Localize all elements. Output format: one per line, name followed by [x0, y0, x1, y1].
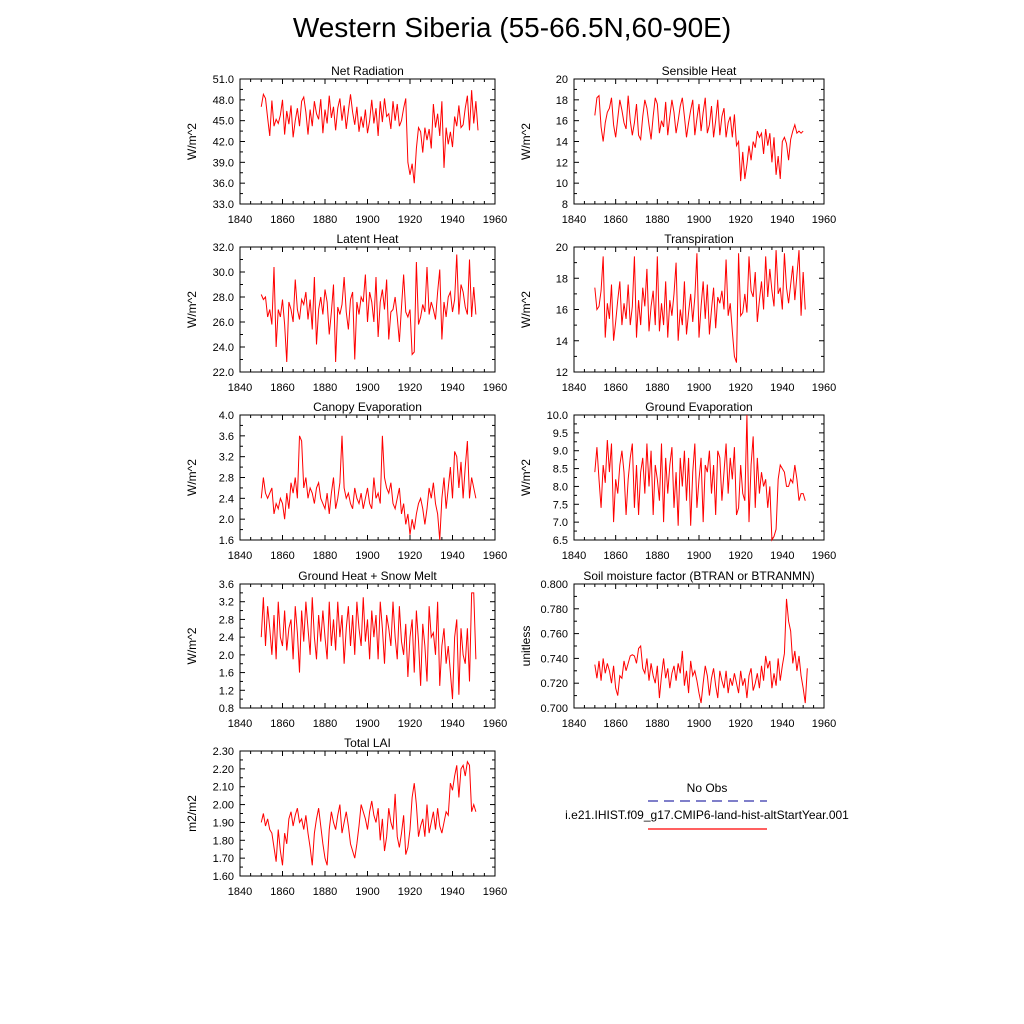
y-tick-label: 2.10: [212, 781, 234, 794]
y-tick-label: 18: [555, 273, 568, 286]
y-tick-label: 20: [555, 74, 568, 86]
legend-obs-label: No Obs: [686, 781, 728, 795]
x-tick-label: 1860: [603, 382, 628, 394]
y-tick-label: 8.0: [552, 481, 568, 494]
y-tick-label: 28.0: [212, 292, 234, 304]
y-tick-label: 1.90: [212, 817, 234, 830]
y-tick-label: 3.2: [218, 596, 234, 609]
x-tick-label: 1960: [482, 214, 508, 226]
series-line: [595, 599, 808, 703]
x-tick-label: 1880: [645, 718, 670, 730]
x-tick-label: 1840: [561, 214, 587, 226]
y-tick-label: 48.0: [212, 94, 234, 107]
x-tick-label: 1840: [561, 550, 587, 562]
x-tick-label: 1880: [312, 886, 338, 898]
y-tick-label: 7.5: [552, 499, 568, 512]
x-tick-label: 1900: [355, 886, 380, 898]
panel-ground-heat-snow-melt: [185, 569, 507, 730]
series-line: [595, 96, 803, 181]
x-tick-label: 1960: [482, 886, 508, 898]
panel-title: Ground Heat + Snow Melt: [298, 569, 437, 583]
panel-ground-evaporation: [519, 400, 836, 562]
x-tick-label: 1940: [440, 550, 465, 562]
x-tick-label: 1920: [397, 550, 423, 562]
y-tick-label: 30.0: [212, 267, 234, 279]
x-tick-label: 1840: [561, 718, 587, 730]
y-tick-label: 0.8: [218, 703, 234, 715]
y-axis-label: W/m^2: [185, 291, 199, 328]
x-tick-label: 1960: [482, 718, 508, 730]
panel-title: Soil moisture factor (BTRAN or BTRANMN): [583, 569, 815, 583]
x-tick-label: 1860: [270, 718, 295, 730]
x-tick-label: 1880: [312, 718, 338, 730]
panel-title: Net Radiation: [331, 64, 404, 78]
x-tick-label: 1900: [686, 214, 712, 226]
x-tick-label: 1900: [355, 550, 380, 562]
x-tick-label: 1860: [270, 886, 295, 898]
y-tick-label: 8.5: [552, 463, 568, 476]
y-tick-label: 0.780: [540, 603, 568, 616]
y-axis-label: W/m^2: [185, 459, 199, 496]
y-tick-label: 2.0: [218, 514, 234, 527]
x-tick-label: 1960: [811, 382, 837, 394]
x-tick-label: 1940: [770, 382, 795, 394]
series-line: [595, 250, 805, 363]
x-tick-label: 1840: [227, 886, 253, 898]
x-tick-label: 1860: [270, 382, 295, 394]
x-tick-label: 1840: [561, 382, 587, 394]
y-tick-label: 1.6: [218, 535, 234, 547]
y-tick-label: 0.760: [540, 628, 568, 641]
x-tick-label: 1920: [728, 550, 753, 562]
y-tick-label: 10: [555, 178, 568, 191]
y-tick-label: 39.0: [212, 157, 234, 170]
x-tick-label: 1900: [686, 718, 712, 730]
x-tick-label: 1920: [397, 718, 423, 730]
x-tick-label: 1900: [686, 382, 712, 394]
y-axis-label: W/m^2: [185, 627, 199, 665]
series-line: [595, 415, 805, 540]
y-axis-label: W/m^2: [519, 459, 533, 496]
x-tick-label: 1880: [312, 214, 338, 226]
x-tick-label: 1920: [728, 718, 753, 730]
y-axis-label: m2/m2: [185, 795, 199, 832]
y-tick-label: 22.0: [212, 367, 234, 379]
y-tick-label: 2.30: [212, 746, 234, 758]
y-axis-label: W/m^2: [185, 123, 199, 160]
x-tick-label: 1880: [645, 550, 670, 562]
x-tick-label: 1880: [645, 382, 670, 394]
y-tick-label: 1.60: [212, 871, 234, 883]
x-tick-label: 1960: [482, 382, 508, 394]
panel-total-lai: [185, 736, 507, 898]
x-tick-label: 1940: [440, 718, 465, 730]
panel-title: Canopy Evaporation: [313, 400, 422, 414]
x-tick-label: 1920: [397, 886, 423, 898]
y-tick-label: 6.5: [552, 535, 568, 547]
y-tick-label: 42.0: [212, 136, 234, 149]
x-tick-label: 1840: [227, 550, 253, 562]
x-tick-label: 1900: [355, 214, 380, 226]
x-tick-label: 1900: [355, 382, 380, 394]
y-tick-label: 24.0: [212, 342, 234, 354]
series-line: [261, 90, 478, 183]
x-tick-label: 1860: [603, 550, 628, 562]
y-tick-label: 1.80: [212, 835, 234, 848]
panel-title: Sensible Heat: [661, 64, 737, 78]
y-tick-label: 32.0: [212, 242, 234, 254]
x-tick-label: 1920: [728, 382, 753, 394]
y-tick-label: 1.2: [218, 685, 234, 698]
y-tick-label: 0.720: [540, 678, 568, 691]
panel-soil-moisture-factor-btran-or-btranmn: [519, 569, 836, 730]
y-tick-label: 18: [555, 94, 568, 107]
y-tick-label: 7.0: [552, 517, 568, 530]
y-tick-label: 3.6: [218, 430, 234, 443]
y-axis-label: W/m^2: [519, 291, 533, 328]
x-tick-label: 1880: [645, 214, 670, 226]
y-tick-label: 9.5: [552, 427, 568, 440]
y-tick-label: 3.2: [218, 451, 234, 464]
y-tick-label: 14: [555, 335, 568, 348]
y-tick-label: 1.70: [212, 853, 234, 866]
y-tick-label: 0.700: [540, 703, 568, 715]
series-line: [261, 436, 476, 540]
x-tick-label: 1840: [227, 382, 253, 394]
panel-net-radiation: [185, 64, 507, 226]
y-tick-label: 9.0: [552, 445, 568, 458]
y-tick-label: 2.00: [212, 799, 234, 812]
y-tick-label: 51.0: [212, 74, 234, 86]
x-tick-label: 1860: [603, 718, 628, 730]
panel-transpiration: [519, 232, 836, 394]
x-tick-label: 1940: [440, 886, 465, 898]
y-axis-label: W/m^2: [519, 123, 533, 160]
y-tick-label: 10.0: [546, 410, 568, 422]
x-tick-label: 1940: [770, 550, 795, 562]
y-tick-label: 0.740: [540, 653, 568, 666]
y-tick-label: 16: [555, 304, 568, 317]
x-tick-label: 1840: [227, 718, 253, 730]
y-tick-label: 4.0: [218, 410, 234, 422]
y-tick-label: 2.4: [218, 632, 234, 645]
y-tick-label: 2.20: [212, 763, 234, 776]
legend: [565, 781, 849, 829]
plot-frame: [240, 79, 495, 204]
plot-frame: [240, 415, 495, 540]
x-tick-label: 1920: [397, 382, 423, 394]
y-tick-label: 12: [555, 367, 568, 379]
y-tick-label: 16: [555, 115, 568, 128]
x-tick-label: 1940: [770, 214, 795, 226]
panel-latent-heat: [185, 232, 507, 394]
legend-model-label: i.e21.IHIST.f09_g17.CMIP6-land-hist-altStartYear.001: [565, 808, 849, 822]
panel-title: Latent Heat: [336, 232, 399, 246]
y-tick-label: 36.0: [212, 178, 234, 191]
series-line: [261, 255, 476, 363]
y-tick-label: 2.8: [218, 614, 234, 627]
y-tick-label: 20: [555, 242, 568, 254]
panel-title: Ground Evaporation: [645, 400, 753, 414]
page-title: Western Siberia (55-66.5N,60-90E): [292, 12, 732, 43]
y-tick-label: 1.6: [218, 667, 234, 680]
x-tick-label: 1860: [270, 214, 295, 226]
x-tick-label: 1940: [440, 382, 465, 394]
panel-title: Total LAI: [344, 736, 391, 750]
x-tick-label: 1920: [728, 214, 753, 226]
x-tick-label: 1880: [312, 550, 338, 562]
x-tick-label: 1880: [312, 382, 338, 394]
x-tick-label: 1860: [270, 550, 295, 562]
x-tick-label: 1860: [603, 214, 628, 226]
y-tick-label: 2.4: [218, 493, 234, 506]
y-tick-label: 8: [561, 199, 568, 211]
x-tick-label: 1960: [811, 718, 837, 730]
y-tick-label: 45.0: [212, 115, 234, 128]
y-tick-label: 26.0: [212, 317, 234, 329]
x-tick-label: 1940: [770, 718, 795, 730]
x-tick-label: 1960: [482, 550, 508, 562]
plot-frame: [574, 247, 824, 372]
x-tick-label: 1960: [811, 550, 837, 562]
y-tick-label: 0.800: [540, 579, 568, 591]
y-tick-label: 33.0: [212, 199, 234, 211]
y-tick-label: 12: [555, 157, 568, 170]
x-tick-label: 1960: [811, 214, 837, 226]
y-tick-label: 14: [555, 136, 568, 149]
x-tick-label: 1900: [686, 550, 712, 562]
y-axis-label: unitless: [519, 625, 533, 667]
series-line: [261, 762, 476, 866]
y-tick-label: 2.8: [218, 472, 234, 485]
x-tick-label: 1900: [355, 718, 380, 730]
x-tick-label: 1940: [440, 214, 465, 226]
x-tick-label: 1920: [397, 214, 423, 226]
panel-canopy-evaporation: [185, 400, 507, 562]
x-tick-label: 1840: [227, 214, 253, 226]
series-line: [261, 593, 476, 699]
y-tick-label: 2.0: [218, 649, 234, 662]
y-tick-label: 3.6: [218, 579, 234, 591]
panel-sensible-heat: [519, 64, 836, 226]
panel-title: Transpiration: [664, 232, 734, 246]
